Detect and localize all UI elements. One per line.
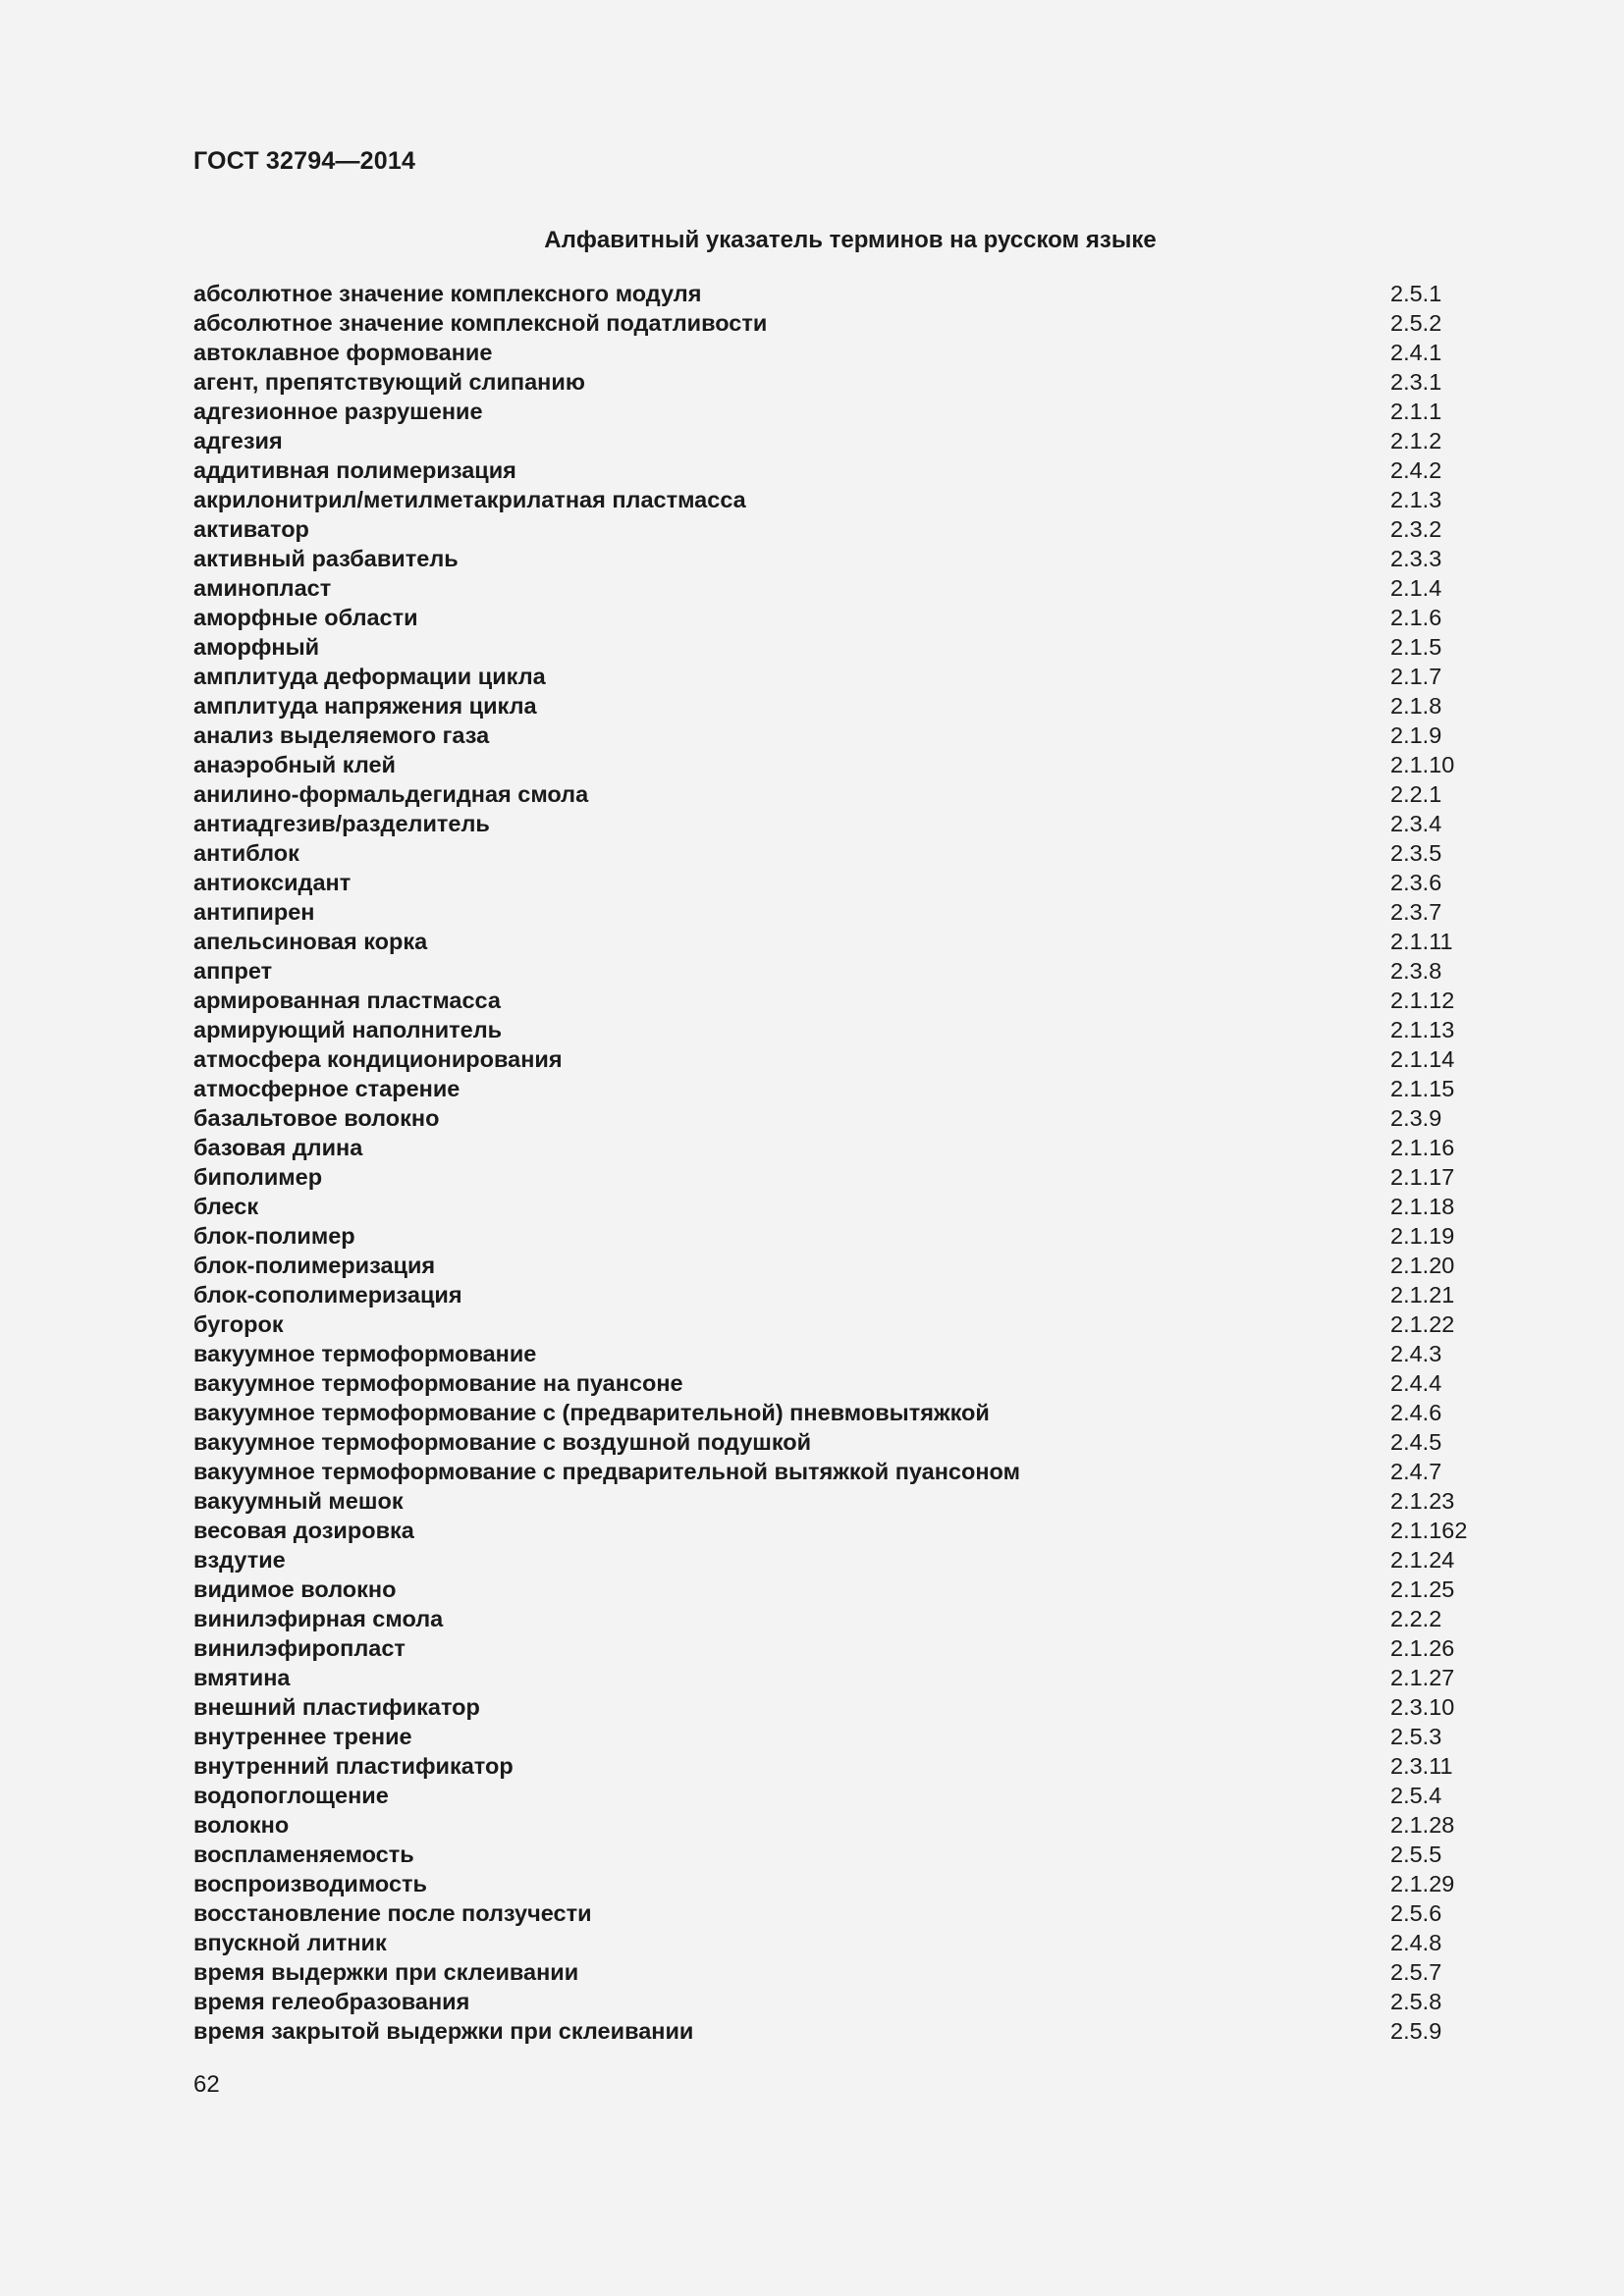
- index-entry-term: антиоксидант: [193, 870, 352, 895]
- index-entry: [193, 1368, 1499, 1398]
- index-entry: [193, 455, 1499, 485]
- index-entry-ref: 2.1.26: [1390, 1635, 1455, 1661]
- index-entry-term: винилэфирная смола: [193, 1606, 444, 1631]
- index-entry: [193, 338, 1499, 367]
- index-entry: [193, 662, 1499, 691]
- index-entry: [193, 809, 1499, 838]
- index-entry-term: атмосферное старение: [193, 1076, 460, 1101]
- index-entry-ref: 2.5.6: [1390, 1900, 1442, 1926]
- index-entry-term: вакуумное термоформование с (предварительной) пневмовытяжкой: [193, 1400, 990, 1425]
- index-entry-term: внутреннее трение: [193, 1724, 412, 1749]
- index-entry: [193, 1427, 1499, 1457]
- index-entry-term: амплитуда деформации цикла: [193, 664, 546, 689]
- index-entry: [193, 1457, 1499, 1486]
- index-entry: [193, 2016, 1499, 2046]
- index-entry-term: водопоглощение: [193, 1783, 389, 1808]
- index-entry: [193, 1663, 1499, 1692]
- index-entry: [193, 1810, 1499, 1840]
- index-entry-ref: 2.1.5: [1390, 634, 1442, 660]
- index-entry-term: адгезия: [193, 428, 283, 454]
- index-entry-ref: 2.4.3: [1390, 1341, 1442, 1366]
- index-entry: [193, 1398, 1499, 1427]
- term-index-list: [193, 279, 1499, 2046]
- index-entry-ref: 2.1.12: [1390, 988, 1455, 1013]
- index-entry: [193, 1074, 1499, 1103]
- index-entry: [193, 1840, 1499, 1869]
- index-entry-ref: 2.4.2: [1390, 457, 1442, 483]
- index-entry-term: антипирен: [193, 899, 315, 925]
- index-entry-ref: 2.3.11: [1390, 1753, 1453, 1779]
- index-entry: [193, 397, 1499, 426]
- index-entry-ref: 2.5.2: [1390, 310, 1442, 336]
- index-entry-term: биполимер: [193, 1164, 323, 1190]
- index-entry-term: антиблок: [193, 840, 299, 866]
- index-entry-term: вакуумное термоформование с предварительной вытяжкой пуансоном: [193, 1459, 1020, 1484]
- index-entry-ref: 2.5.7: [1390, 1959, 1442, 1985]
- index-entry-ref: 2.2.2: [1390, 1606, 1442, 1631]
- index-entry-ref: 2.4.7: [1390, 1459, 1442, 1484]
- index-entry-term: восстановление после ползучести: [193, 1900, 592, 1926]
- index-entry-ref: 2.4.1: [1390, 340, 1442, 365]
- index-entry: [193, 1221, 1499, 1251]
- index-entry-ref: 2.4.8: [1390, 1930, 1442, 1955]
- index-entry: [193, 573, 1499, 603]
- index-entry: [193, 1162, 1499, 1192]
- index-entry-ref: 2.1.9: [1390, 722, 1442, 748]
- index-entry: [193, 691, 1499, 721]
- index-entry: [193, 986, 1499, 1015]
- index-entry: [193, 1987, 1499, 2016]
- index-entry: [193, 1015, 1499, 1044]
- index-entry-ref: 2.1.6: [1390, 605, 1442, 630]
- index-entry: [193, 1575, 1499, 1604]
- index-entry-ref: 2.1.3: [1390, 487, 1442, 512]
- index-entry-ref: 2.4.6: [1390, 1400, 1442, 1425]
- index-entry-term: базовая длина: [193, 1135, 363, 1160]
- document-header: ГОСТ 32794—2014: [193, 147, 416, 175]
- index-entry: [193, 1044, 1499, 1074]
- index-entry-term: абсолютное значение комплексной податливости: [193, 310, 768, 336]
- index-entry: [193, 426, 1499, 455]
- index-entry: [193, 779, 1499, 809]
- index-entry-ref: 2.1.24: [1390, 1547, 1455, 1573]
- index-entry-ref: 2.3.7: [1390, 899, 1442, 925]
- index-entry-ref: 2.1.28: [1390, 1812, 1455, 1838]
- index-entry: [193, 1869, 1499, 1898]
- index-entry-ref: 2.1.162: [1390, 1518, 1468, 1543]
- index-entry: [193, 1898, 1499, 1928]
- index-entry-term: апельсиновая корка: [193, 929, 428, 954]
- index-entry-ref: 2.1.15: [1390, 1076, 1455, 1101]
- index-entry-term: впускной литник: [193, 1930, 387, 1955]
- index-entry-term: блеск: [193, 1194, 259, 1219]
- index-entry: [193, 485, 1499, 514]
- index-entry-ref: 2.1.14: [1390, 1046, 1455, 1072]
- index-entry-term: весовая дозировка: [193, 1518, 414, 1543]
- index-entry-ref: 2.4.5: [1390, 1429, 1442, 1455]
- index-entry-term: аппрет: [193, 958, 273, 984]
- index-entry: [193, 1251, 1499, 1280]
- index-entry-ref: 2.5.9: [1390, 2018, 1442, 2044]
- index-entry-ref: 2.3.5: [1390, 840, 1442, 866]
- index-entry-ref: 2.5.4: [1390, 1783, 1442, 1808]
- index-entry-ref: 2.1.1: [1390, 399, 1442, 424]
- index-entry: [193, 1928, 1499, 1957]
- index-entry-ref: 2.3.8: [1390, 958, 1442, 984]
- index-entry: [193, 1722, 1499, 1751]
- index-entry-term: винилэфиропласт: [193, 1635, 406, 1661]
- index-entry: [193, 603, 1499, 632]
- index-entry-term: анилино-формальдегидная смола: [193, 781, 589, 807]
- page-number: 62: [193, 2071, 220, 2098]
- index-entry-ref: 2.1.8: [1390, 693, 1442, 719]
- index-entry-term: активатор: [193, 516, 309, 542]
- index-entry-term: аморфные области: [193, 605, 418, 630]
- index-entry-ref: 2.3.9: [1390, 1105, 1442, 1131]
- index-entry-ref: 2.5.1: [1390, 281, 1442, 306]
- index-entry: [193, 308, 1499, 338]
- index-entry-ref: 2.3.3: [1390, 546, 1442, 571]
- index-entry-ref: 2.2.1: [1390, 781, 1442, 807]
- index-entry-ref: 2.3.1: [1390, 369, 1442, 395]
- index-entry: [193, 1692, 1499, 1722]
- index-entry-term: активный разбавитель: [193, 546, 459, 571]
- index-entry-ref: 2.1.19: [1390, 1223, 1455, 1249]
- index-entry: [193, 750, 1499, 779]
- index-entry-term: аминопласт: [193, 575, 332, 601]
- index-entry-term: воспламеняемость: [193, 1842, 414, 1867]
- index-entry-ref: 2.1.2: [1390, 428, 1442, 454]
- index-entry-ref: 2.1.16: [1390, 1135, 1455, 1160]
- index-entry-term: внешний пластификатор: [193, 1694, 480, 1720]
- index-entry-ref: 2.1.27: [1390, 1665, 1455, 1690]
- index-entry-ref: 2.1.4: [1390, 575, 1442, 601]
- index-entry-term: волокно: [193, 1812, 290, 1838]
- index-entry-ref: 2.1.29: [1390, 1871, 1455, 1896]
- index-entry-ref: 2.3.4: [1390, 811, 1442, 836]
- index-entry-term: время выдержки при склеивании: [193, 1959, 579, 1985]
- index-entry-term: вакуумное термоформование на пуансоне: [193, 1370, 683, 1396]
- index-entry: [193, 1516, 1499, 1545]
- index-entry-term: амплитуда напряжения цикла: [193, 693, 537, 719]
- index-entry: [193, 1604, 1499, 1633]
- index-entry-term: армированная пластмасса: [193, 988, 501, 1013]
- index-entry-ref: 2.1.11: [1390, 929, 1453, 954]
- index-entry: [193, 1545, 1499, 1575]
- index-entry-term: бугорок: [193, 1311, 284, 1337]
- index-entry-ref: 2.4.4: [1390, 1370, 1442, 1396]
- index-entry-ref: 2.5.8: [1390, 1989, 1442, 2014]
- index-entry-term: вакуумное термоформование с воздушной подушкой: [193, 1429, 812, 1455]
- index-entry-ref: 2.1.18: [1390, 1194, 1455, 1219]
- index-entry: [193, 1486, 1499, 1516]
- index-entry-ref: 2.1.23: [1390, 1488, 1455, 1514]
- index-entry: [193, 1957, 1499, 1987]
- index-entry: [193, 1339, 1499, 1368]
- index-entry-term: время закрытой выдержки при склеивании: [193, 2018, 694, 2044]
- index-entry-term: время гелеобразования: [193, 1989, 470, 2014]
- index-entry-ref: 2.1.22: [1390, 1311, 1455, 1337]
- index-entry-term: акрилонитрил/метилметакрилатная пластмасса: [193, 487, 746, 512]
- index-entry-ref: 2.3.10: [1390, 1694, 1455, 1720]
- index-entry-term: автоклавное формование: [193, 340, 493, 365]
- index-entry-term: внутренний пластификатор: [193, 1753, 514, 1779]
- index-title: Алфавитный указатель терминов на русском языке: [544, 227, 1157, 253]
- index-entry-term: аддитивная полимеризация: [193, 457, 516, 483]
- index-entry-term: армирующий наполнитель: [193, 1017, 503, 1042]
- index-entry: [193, 514, 1499, 544]
- index-entry-ref: 2.5.5: [1390, 1842, 1442, 1867]
- index-entry: [193, 1781, 1499, 1810]
- index-entry-term: вакуумное термоформование: [193, 1341, 537, 1366]
- index-entry-term: аморфный: [193, 634, 320, 660]
- index-entry: [193, 1133, 1499, 1162]
- index-entry-ref: 2.5.3: [1390, 1724, 1442, 1749]
- index-entry-ref: 2.1.20: [1390, 1253, 1455, 1278]
- index-entry-ref: 2.1.10: [1390, 752, 1455, 777]
- index-entry: [193, 1280, 1499, 1309]
- index-entry-term: блок-полимеризация: [193, 1253, 436, 1278]
- index-entry-ref: 2.1.25: [1390, 1576, 1455, 1602]
- index-entry-term: вмятина: [193, 1665, 291, 1690]
- index-entry-term: базальтовое волокно: [193, 1105, 440, 1131]
- index-entry-term: вакуумный мешок: [193, 1488, 404, 1514]
- index-entry: [193, 838, 1499, 868]
- index-entry: [193, 1103, 1499, 1133]
- index-entry: [193, 956, 1499, 986]
- index-entry: [193, 1309, 1499, 1339]
- index-entry: [193, 632, 1499, 662]
- index-entry-term: видимое волокно: [193, 1576, 397, 1602]
- index-entry-term: блок-сополимеризация: [193, 1282, 462, 1308]
- index-entry-ref: 2.3.6: [1390, 870, 1442, 895]
- index-entry: [193, 279, 1499, 308]
- index-entry-term: вздутие: [193, 1547, 286, 1573]
- index-entry: [193, 1751, 1499, 1781]
- index-entry-ref: 2.3.2: [1390, 516, 1442, 542]
- index-entry-term: адгезионное разрушение: [193, 399, 483, 424]
- index-entry-term: абсолютное значение комплексного модуля: [193, 281, 702, 306]
- index-entry-ref: 2.1.13: [1390, 1017, 1455, 1042]
- index-entry-term: агент, препятствующий слипанию: [193, 369, 585, 395]
- index-entry-term: анализ выделяемого газа: [193, 722, 490, 748]
- index-entry-term: атмосфера кондиционирования: [193, 1046, 563, 1072]
- index-entry: [193, 927, 1499, 956]
- index-entry-term: блок-полимер: [193, 1223, 355, 1249]
- index-entry-ref: 2.1.7: [1390, 664, 1442, 689]
- index-entry: [193, 544, 1499, 573]
- index-entry-term: антиадгезив/разделитель: [193, 811, 490, 836]
- index-entry: [193, 897, 1499, 927]
- index-entry: [193, 367, 1499, 397]
- index-entry-term: анаэробный клей: [193, 752, 396, 777]
- index-entry-ref: 2.1.17: [1390, 1164, 1455, 1190]
- index-entry-term: воспроизводимость: [193, 1871, 427, 1896]
- index-entry: [193, 1192, 1499, 1221]
- index-entry: [193, 1633, 1499, 1663]
- index-entry: [193, 721, 1499, 750]
- index-entry-ref: 2.1.21: [1390, 1282, 1455, 1308]
- index-entry: [193, 868, 1499, 897]
